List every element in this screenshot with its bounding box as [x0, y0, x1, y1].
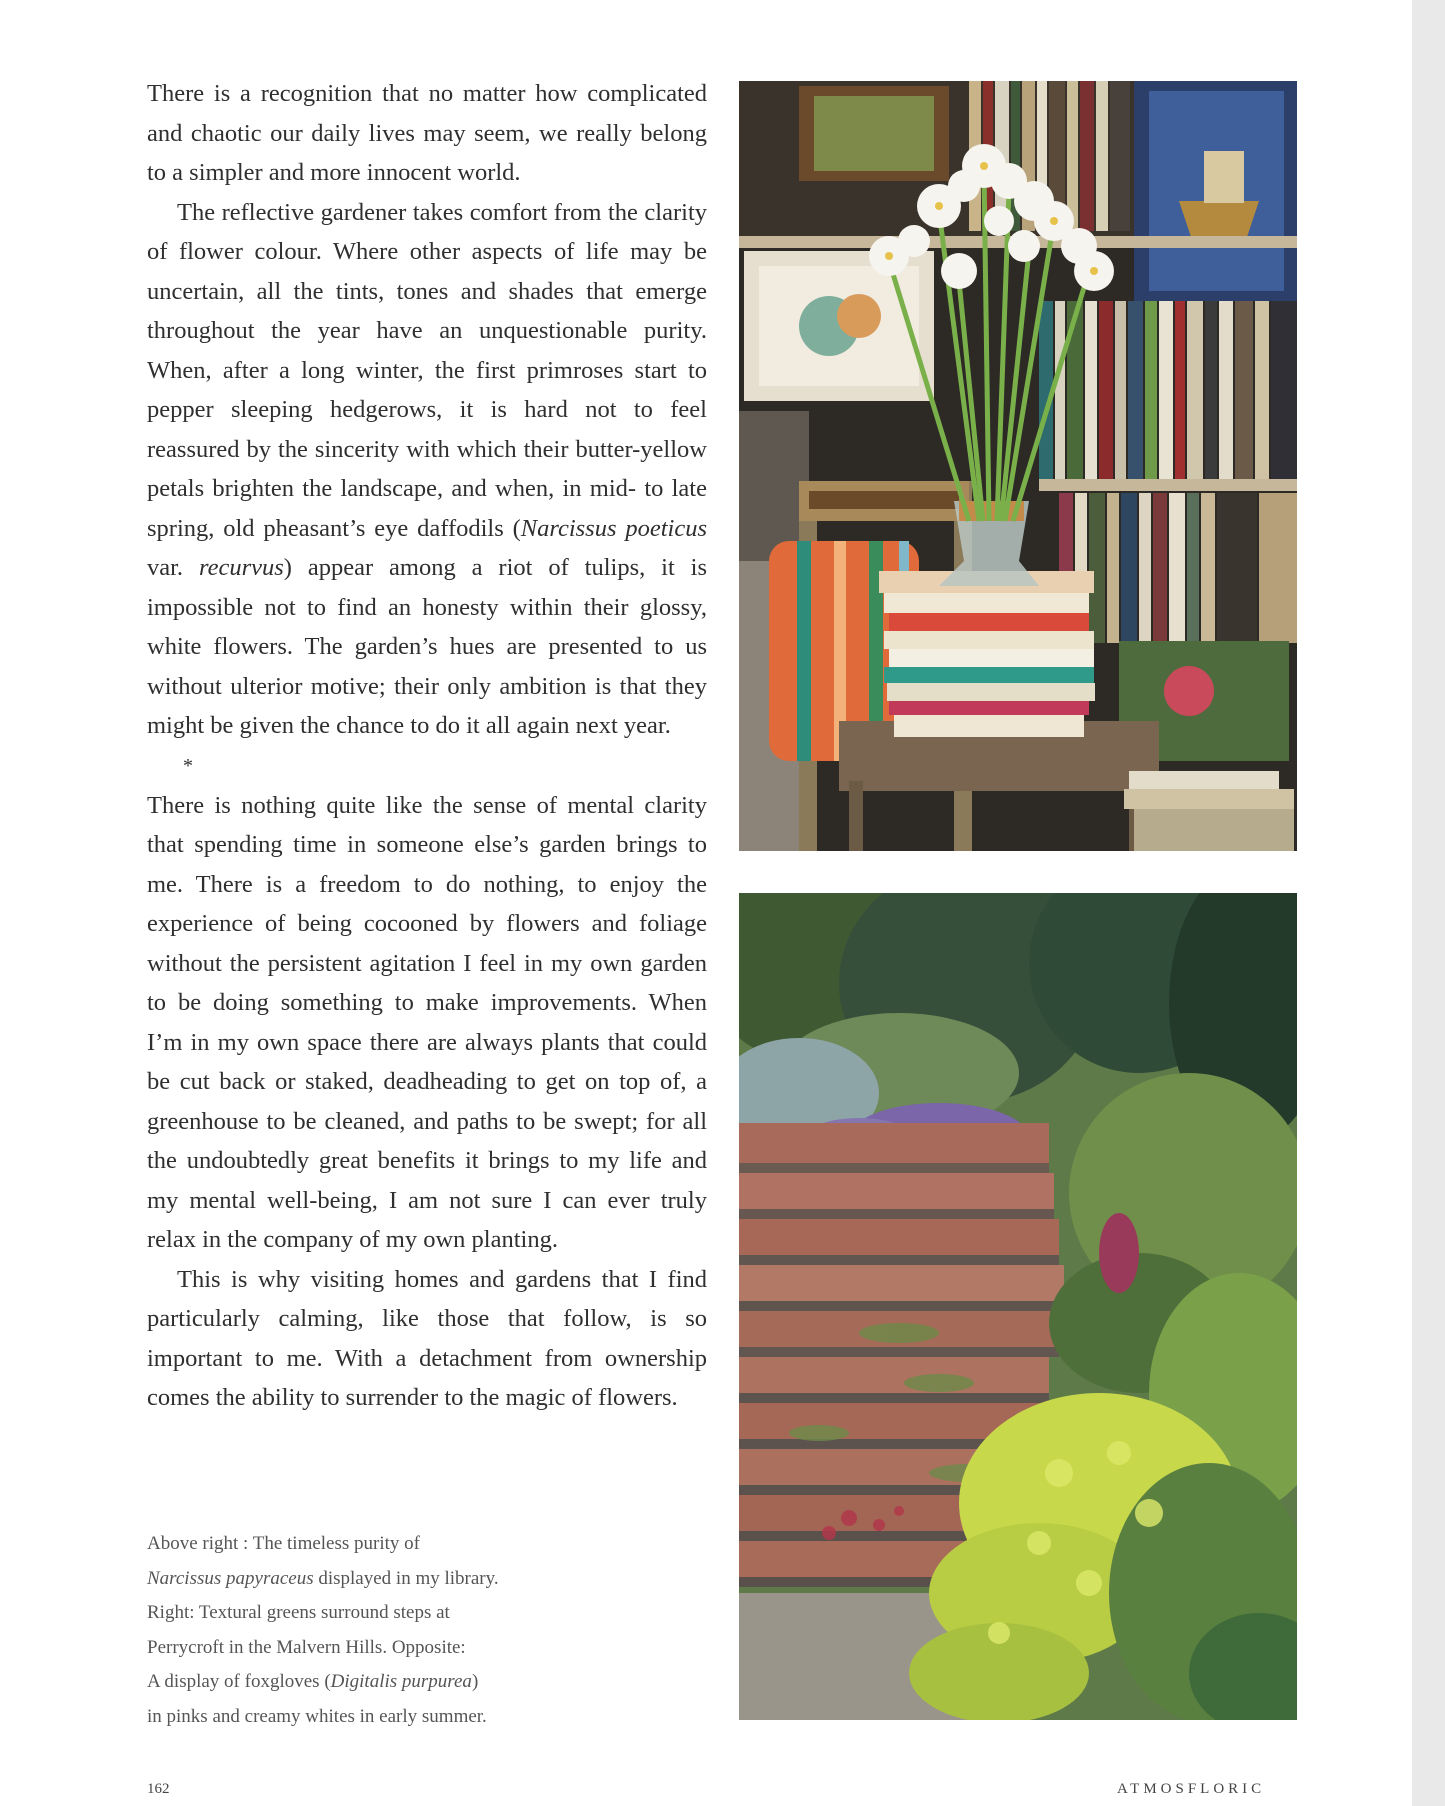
paragraph-2-text-c: ) appear among a riot of tulips, it is impossible not to find an honesty within their glossy, white flowers. The garden’s hues are presented to us without ulterior motive; their only ambition is that they might be given the chance to do it all again next year.: [147, 554, 707, 739]
caption-line-3: Right: Textural greens surround steps at: [147, 1602, 450, 1623]
caption-line-5: [147, 1665, 567, 1700]
caption-line-5-end: ): [471, 1671, 479, 1692]
paragraph-4: This is why visiting homes and gardens that I find particularly calming, like those that follow, is so important to me. With a detachment from ownership comes the ability to surrender to the magic of flowers.: [147, 1265, 707, 1411]
caption-line-5-start: A display of foxgloves (: [147, 1671, 331, 1692]
paragraph-2-text-a: The reflective gardener takes comfort from the clarity of flower colour. Where other aspects of life may be uncertain, all the tints, tones and shades that emerge throughout the year have an unquestionable purity. When, after a long winter, the first primroses start to pepper sleeping hedgerows, it is hard not to feel reassured by the sincerity with which their butter-yellow petals brighten the landscape, and when, in mid- to late spring, old pheasant’s eye daffodils (: [147, 198, 707, 542]
page-number: 162: [147, 1781, 170, 1797]
section-break-asterism: *: [183, 754, 193, 777]
running-head: ATMOSFLORIC: [1117, 1781, 1266, 1797]
caption-line-2-rest: displayed in my library.: [313, 1567, 499, 1589]
paragraph-2-text-b: var.: [147, 554, 199, 581]
body-text: [147, 74, 707, 1418]
caption-italic-narcissus: Narcissus papyraceus: [147, 1567, 314, 1589]
photo-garden-steps: [739, 893, 1297, 1720]
caption-line-6: in pinks and creamy whites in early summer.: [147, 1705, 487, 1727]
paragraph-3: There is nothing quite like the sense of mental clarity that spending time in someone else’s garden brings to me. There is a freedom to do nothing, to enjoy the experience of being cocooned by flowers and foliage without the persistent agitation I feel in my own garden to be doing something to make improvements. When I’m in my own space there are always plants that could be cut back or staked, deadheading to get on top of, a greenhouse to be cleaned, and paths to be swept; for all the undoubtedly great benefits it brings to my life and my mental well-being, I am not sure I can ever truly relax in the company of my own planting.: [147, 791, 707, 1253]
caption-line-4: Perrycroft in the Malvern Hills. Opposite:: [147, 1636, 466, 1658]
paragraph-2: [147, 193, 707, 746]
photo-caption: [147, 1527, 567, 1734]
paragraph-2-italic-b: recurvus: [198, 554, 284, 581]
caption-line-2: [147, 1562, 567, 1597]
paragraph-1: There is a recognition that no matter how complicated and chaotic our daily lives may seem, we really belong to a simpler and more innocent world.: [147, 80, 707, 186]
paragraph-2-italic-a: Narcissus poeticus: [520, 514, 707, 542]
caption-line-1: Above right : The timeless purity of: [147, 1533, 420, 1554]
photo-narcissus-library: [739, 81, 1297, 851]
caption-italic-digitalis: Digitalis purpurea: [330, 1671, 472, 1692]
